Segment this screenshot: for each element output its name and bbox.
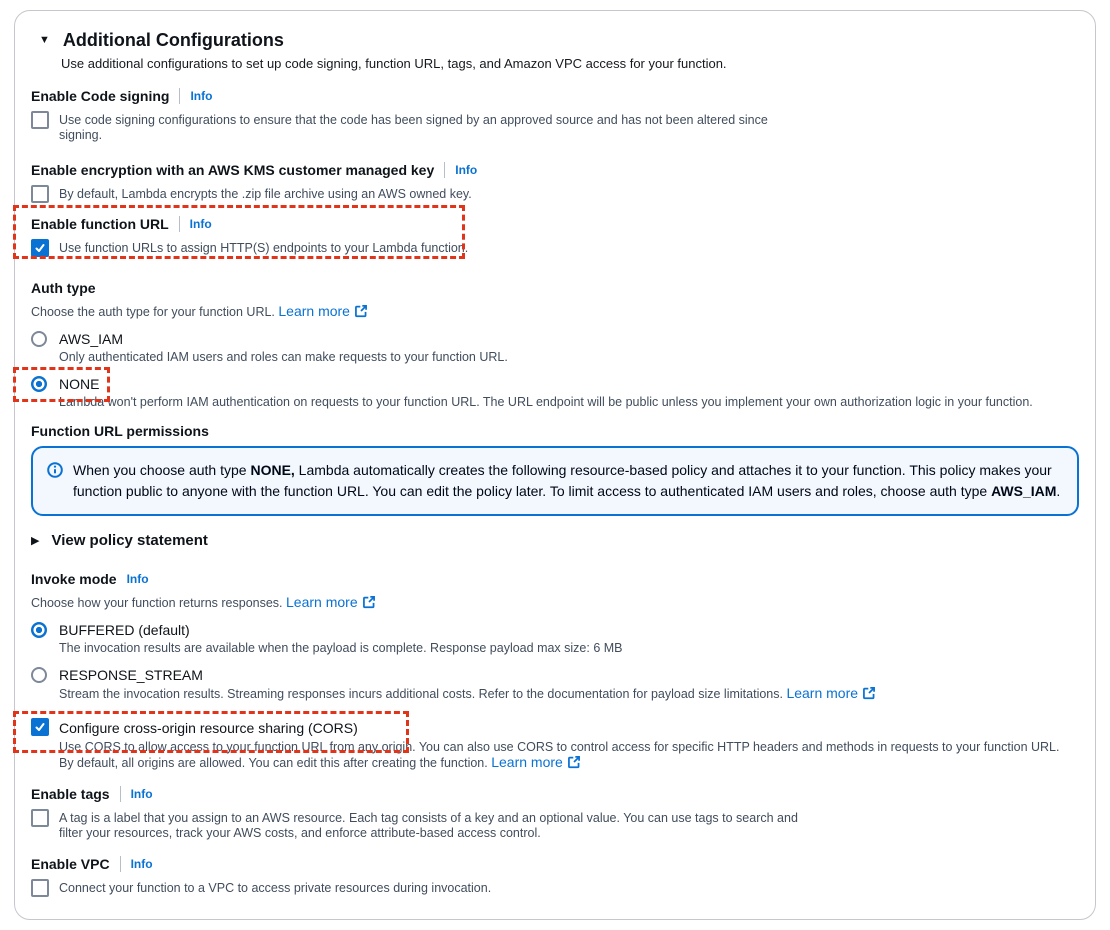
additional-configurations-panel [14, 10, 1096, 920]
code-signing-section [31, 87, 1079, 143]
alert-text [73, 460, 1061, 502]
tags-description: A tag is a label that you assign to an AWS resource. Each tag consists of a key and an optional value. You can use tags to search and filter your resources, track your AWS costs, and enforce attribute-based access control. [59, 811, 798, 840]
auth-type-label: Auth type [31, 280, 96, 296]
invoke-mode-label: Invoke mode [31, 571, 117, 587]
invoke-mode-hint [31, 592, 1079, 613]
auth-type-hint-text: Choose the auth type for your function URL. [31, 305, 275, 319]
label-divider [179, 88, 180, 104]
external-link-icon [862, 686, 876, 700]
invoke-mode-option-buffered[interactable] [31, 621, 1079, 639]
buffered-radio[interactable] [31, 622, 47, 638]
learn-more-label: Learn more [491, 754, 563, 770]
chevron-down-icon[interactable]: ▼ [39, 34, 50, 46]
auth-type-option-aws-iam[interactable] [31, 330, 1079, 348]
alert-text-bold: NONE, [250, 462, 295, 478]
vpc-info-link[interactable]: Info [130, 857, 153, 871]
invoke-mode-option-response-stream[interactable] [31, 666, 1079, 684]
page-title: Additional Configurations [62, 30, 284, 50]
additional-configurations-expander[interactable] [31, 29, 1079, 51]
kms-encryption-description: By default, Lambda encrypts the .zip file archive using an AWS owned key. [59, 187, 472, 201]
learn-more-label: Learn more [286, 594, 358, 610]
code-signing-info-link[interactable]: Info [190, 89, 213, 103]
code-signing-checkbox[interactable] [31, 111, 49, 129]
view-policy-expander[interactable] [31, 530, 1079, 552]
aws-iam-radio[interactable] [31, 331, 47, 347]
function-url-checkbox[interactable] [31, 239, 49, 257]
none-radio[interactable] [31, 376, 47, 392]
cors-label: Configure cross-origin resource sharing (CORS) [59, 720, 358, 736]
code-signing-description: Use code signing configurations to ensure that the code has been signed by an approved source and has not been altered since signing. [59, 113, 768, 142]
kms-encryption-label: Enable encryption with an AWS KMS customer managed key [31, 162, 435, 178]
aws-iam-description: Only authenticated IAM users and roles can make requests to your function URL. [59, 350, 508, 364]
tags-section [31, 785, 1079, 841]
learn-more-label: Learn more [278, 303, 350, 319]
label-divider [444, 162, 445, 178]
tags-checkbox[interactable] [31, 809, 49, 827]
invoke-mode-info-link[interactable]: Info [126, 572, 149, 586]
info-alert [31, 446, 1079, 516]
none-radio-label: NONE [59, 376, 100, 392]
response-stream-description [59, 686, 1079, 702]
tags-info-link[interactable]: Info [130, 787, 153, 801]
kms-encryption-section [31, 161, 1079, 203]
function-url-permissions-section [31, 422, 1079, 516]
code-signing-label: Enable Code signing [31, 88, 170, 104]
invoke-mode-hint-text: Choose how your function returns responses. [31, 596, 283, 610]
invoke-mode-learn-more-link[interactable] [286, 594, 376, 610]
learn-more-label: Learn more [786, 685, 859, 701]
response-stream-radio-label: RESPONSE_STREAM [59, 667, 203, 683]
label-divider [179, 216, 180, 232]
cors-description [59, 740, 1075, 771]
function-url-section [31, 215, 1079, 257]
external-link-icon [362, 595, 376, 609]
kms-encryption-checkbox[interactable] [31, 185, 49, 203]
alert-text-part: . [1056, 483, 1061, 499]
invoke-mode-section [31, 570, 1079, 702]
response-stream-radio[interactable] [31, 667, 47, 683]
buffered-radio-label: BUFFERED (default) [59, 622, 190, 638]
function-url-label: Enable function URL [31, 216, 169, 232]
section-subtitle: Use additional configurations to set up code signing, function URL, tags, and Amazon VPC access for your function. [61, 56, 727, 71]
cors-check-row[interactable] [31, 718, 1079, 738]
auth-type-hint [31, 301, 1079, 322]
alert-text-part: When you choose auth type [73, 462, 251, 478]
function-url-info-link[interactable]: Info [189, 217, 212, 231]
alert-text-bold: AWS_IAM [991, 483, 1057, 499]
cors-description-text: Use CORS to allow access to your function URL from any origin. You can also use CORS to control access for specific HTTP headers and methods in requests to your function URL. By default, all origins are allowed. You can edit this after creating the function. [59, 740, 1060, 770]
response-stream-learn-more-link[interactable] [786, 685, 876, 701]
vpc-checkbox[interactable] [31, 879, 49, 897]
buffered-description: The invocation results are available when the payload is complete. Response payload max size: 6 MB [59, 641, 623, 655]
cors-learn-more-link[interactable] [491, 754, 581, 770]
label-divider [120, 786, 121, 802]
vpc-label: Enable VPC [31, 856, 110, 872]
cors-checkbox[interactable] [31, 718, 49, 736]
aws-iam-radio-label: AWS_IAM [59, 331, 124, 347]
external-link-icon [354, 304, 368, 318]
view-policy-label: View policy statement [51, 532, 208, 549]
checkmark-icon [34, 242, 46, 254]
vpc-section [31, 855, 1079, 897]
vpc-description: Connect your function to a VPC to access private resources during invocation. [59, 881, 492, 895]
info-icon [47, 462, 63, 502]
chevron-right-icon[interactable]: ▶ [31, 535, 40, 547]
checkmark-icon [34, 721, 46, 733]
cors-section [31, 718, 1079, 771]
function-url-description: Use function URLs to assign HTTP(S) endpoints to your Lambda function. [59, 241, 469, 255]
label-divider [120, 856, 121, 872]
kms-encryption-info-link[interactable]: Info [455, 163, 478, 177]
response-stream-description-text: Stream the invocation results. Streaming responses incurs additional costs. Refer to the documentation for payload size limitations. [59, 687, 787, 701]
external-link-icon [567, 755, 581, 769]
auth-type-option-none[interactable] [31, 375, 1079, 393]
auth-type-section [31, 279, 1079, 410]
alert-text-part: Lambda automatically creates the following resource-based policy and attaches it to your function. This policy makes your function public to anyone with the function URL. You can edit the policy later. To limit access to authenticated IAM users and roles, choose auth type [73, 462, 1052, 499]
none-description: Lambda won't perform IAM authentication on requests to your function URL. The URL endpoint will be public unless you implement your own authorization logic in your function. [59, 395, 1033, 409]
tags-label: Enable tags [31, 786, 110, 802]
function-url-permissions-label: Function URL permissions [31, 423, 209, 439]
auth-type-learn-more-link[interactable] [278, 303, 368, 319]
